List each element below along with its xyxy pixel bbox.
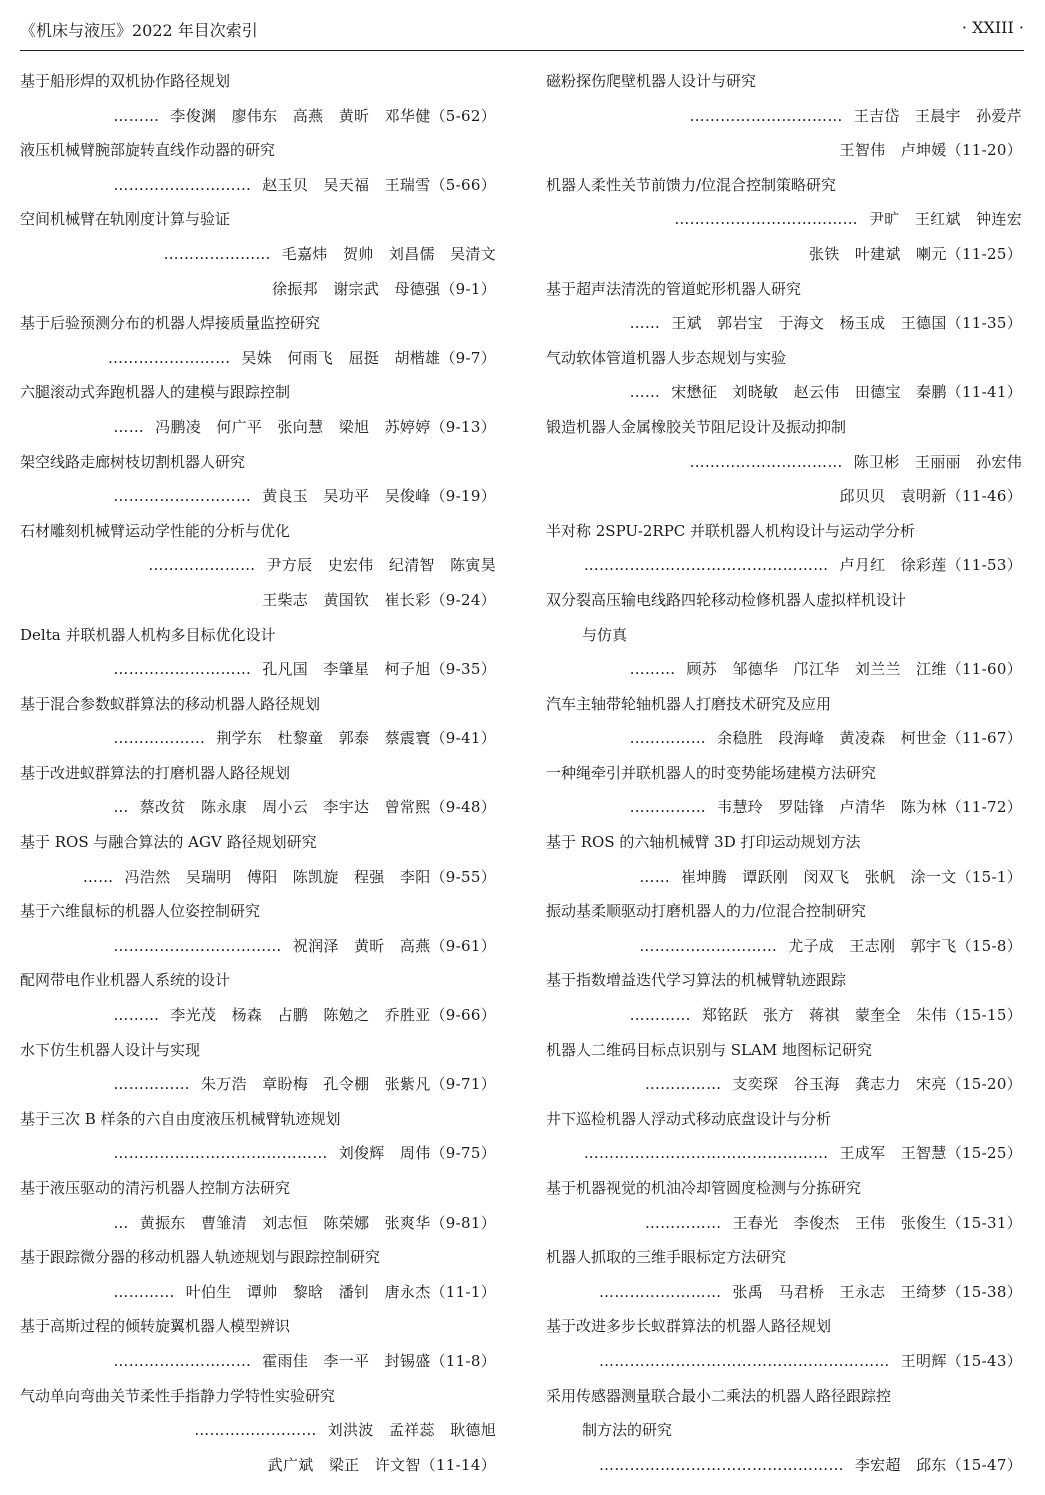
article-title: 基于改进多步长蚁群算法的机器人路径规划	[546, 1317, 832, 1336]
article-title: 基于混合参数蚁群算法的移动机器人路径规划	[20, 694, 321, 713]
article-authors-pages: 王智伟 卢坤媛（11-20）	[839, 141, 1022, 160]
article-title: 机器人抓取的三维手眼标定方法研究	[546, 1248, 787, 1267]
article-authors-pages: 张铁 叶建斌 喇元（11-25）	[808, 244, 1022, 263]
article-authors-pages: …… 冯鹏凌 何广平 张向慧 梁旭 苏婷婷（9-13）	[113, 417, 496, 436]
journal-index-title: 《机床与液压》2022 年目次索引	[20, 21, 258, 40]
article-title: 空间机械臂在轨刚度计算与验证	[20, 210, 231, 229]
article-title: 基于船形焊的双机协作路径规划	[20, 72, 231, 90]
article-authors-pages: …………… 朱万浩 章盼梅 孔令棚 张紫凡（9-71）	[113, 1075, 496, 1094]
article-authors-pages: ……………………… 霍雨佳 李一平 封锡盛（11-8）	[113, 1351, 496, 1370]
article-title: 配网带电作业机器人系统的设计	[20, 971, 231, 990]
article-title: 基于后验预测分布的机器人焊接质量监控研究	[20, 314, 321, 333]
article-title: 石材雕刻机械臂运动学性能的分析与优化	[20, 521, 291, 540]
article-title: 基于六维鼠标的机器人位姿控制研究	[20, 902, 261, 921]
article-title: 基于液压驱动的清污机器人控制方法研究	[20, 1179, 291, 1197]
article-title: 基于指数增益迭代学习算法的机械臂轨迹跟踪	[546, 971, 847, 990]
article-authors-pages: …… 冯浩然 吴瑞明 傅阳 陈凯旋 程强 李阳（9-55）	[82, 867, 496, 886]
article-authors-pages: ………………… 尹方辰 史宏伟 纪清智 陈寅昊	[148, 556, 496, 575]
article-title: 液压机械臂腕部旋转直线作动器的研究	[20, 141, 276, 160]
article-title: 机器人二维码目标点识别与 SLAM 地图标记研究	[546, 1040, 872, 1059]
article-authors-pages: ……………………… 黄良玉 吴功平 吴俊峰（9-19）	[113, 487, 496, 506]
right-column	[546, 64, 1022, 1482]
article-authors-pages: ……………………… 尤子成 王志刚 郭宇飞（15-8）	[639, 936, 1022, 955]
left-column	[20, 64, 496, 1482]
article-authors-pages: ………………………………………… 王成军 王智慧（15-25）	[583, 1144, 1022, 1163]
article-authors-pages: ………… 郑铭跃 张方 蒋祺 蒙奎全 朱伟（15-15）	[629, 1006, 1022, 1025]
article-title: 气动软体管道机器人步态规划与实验	[546, 348, 787, 367]
article-authors-pages: …… 崔坤腾 谭跃刚 闵双飞 张帆 涂一文（15-1）	[639, 867, 1022, 886]
article-title: 气动单向弯曲关节柔性手指静力学特性实验研究	[20, 1386, 336, 1405]
article-authors-pages: ……………………… 赵玉贝 吴天福 王瑞雪（5-66）	[113, 175, 496, 194]
article-authors-pages: ………… 叶伯生 谭帅 黎晗 潘钊 唐永杰（11-1）	[113, 1282, 496, 1301]
article-title: 基于超声法清洗的管道蛇形机器人研究	[546, 279, 802, 298]
article-authors-pages: ……………… 荆学东 杜黎童 郭泰 蔡震寰（9-41）	[113, 729, 496, 748]
article-authors-pages: ………………………………………… 卢月红 徐彩莲（11-53）	[583, 556, 1022, 575]
article-title-continued: 制方法的研究	[582, 1421, 673, 1440]
article-authors-pages: ………………………… 王吉岱 王晨宇 孙爱芹	[689, 106, 1022, 125]
article-authors-pages: ………………………………………… 李宏超 邱东（15-47）	[598, 1455, 1022, 1474]
page-number: · XXIII ·	[961, 18, 1024, 37]
article-authors-pages: …… 王斌 郭岩宝 于海文 杨玉成 王德国（11-35）	[629, 314, 1022, 333]
article-title: 水下仿生机器人设计与实现	[20, 1040, 201, 1059]
article-authors-pages: ………………………… 陈卫彬 王丽丽 孙宏伟	[689, 452, 1022, 471]
article-authors-pages: ……………………………… 尹旷 王红斌 钟连宏	[674, 210, 1022, 229]
article-authors-pages: …………… 余稳胜 段海峰 黄凌森 柯世金（11-67）	[629, 729, 1022, 748]
article-authors-pages: …………… 韦慧玲 罗陆锋 卢清华 陈为林（11-72）	[629, 798, 1022, 817]
article-title: 锻造机器人金属橡胶关节阻尼设计及振动抑制	[546, 417, 847, 436]
article-title: 机器人柔性关节前馈力/位混合控制策略研究	[546, 175, 837, 194]
article-title-continued: 与仿真	[582, 625, 628, 644]
article-authors-pages: ………………………………………………… 王明辉（15-43）	[598, 1351, 1022, 1370]
page-header	[20, 16, 1024, 51]
article-authors-pages: ………………… 毛嘉炜 贺帅 刘昌儒 吴清文	[163, 244, 496, 263]
article-title: 六腿滚动式奔跑机器人的建模与跟踪控制	[20, 383, 291, 402]
article-title: 基于高斯过程的倾转旋翼机器人模型辨识	[20, 1317, 291, 1336]
article-authors-pages: … 蔡改贫 陈永康 周小云 李宇达 曾常熙（9-48）	[113, 798, 496, 817]
article-authors-pages: …………………… 张禹 马君桥 王永志 王绮梦（15-38）	[598, 1282, 1022, 1301]
article-authors-pages: 王柴志 黄国钦 崔长彩（9-24）	[262, 590, 496, 609]
article-title: 一种绳牵引并联机器人的时变势能场建模方法研究	[546, 763, 877, 782]
article-authors-pages: 武广斌 梁正 许文智（11-14）	[267, 1455, 496, 1474]
article-authors-pages: ……… 李光茂 杨森 占鹏 陈勉之 乔胜亚（9-66）	[113, 1006, 496, 1025]
article-authors-pages: 徐振邦 谢宗武 母德强（9-1）	[272, 279, 496, 298]
article-title: 基于 ROS 的六轴机械臂 3D 打印运动规划方法	[546, 833, 861, 852]
article-authors-pages: …… 宋懋征 刘晓敏 赵云伟 田德宝 秦鹏（11-41）	[629, 383, 1022, 402]
article-title: 基于跟踪微分器的移动机器人轨迹规划与跟踪控制研究	[20, 1248, 381, 1267]
article-title: 振动基柔顺驱动打磨机器人的力/位混合控制研究	[546, 902, 867, 921]
article-title: 基于 ROS 与融合算法的 AGV 路径规划研究	[20, 833, 317, 852]
article-authors-pages: ……… 李俊渊 廖伟东 高燕 黄昕 邓华健（5-62）	[113, 106, 496, 125]
article-authors-pages: ……… 顾苏 邹德华 邝江华 刘兰兰 江维（11-60）	[629, 660, 1022, 679]
article-authors-pages: …………………………………… 刘俊辉 周伟（9-75）	[113, 1144, 496, 1163]
article-title: 半对称 2SPU-2RPC 并联机器人机构设计与运动学分析	[546, 521, 916, 540]
article-title: 磁粉探伤爬壁机器人设计与研究	[546, 72, 757, 90]
article-title: 基于三次 B 样条的六自由度液压机械臂轨迹规划	[20, 1109, 341, 1128]
article-authors-pages: … 黄振东 曹雏清 刘志恒 陈荣娜 张爽华（9-81）	[113, 1213, 496, 1232]
article-authors-pages: …………… 支奕琛 谷玉海 龚志力 宋亮（15-20）	[644, 1075, 1022, 1094]
article-authors-pages: …………………………… 祝润泽 黄昕 高燕（9-61）	[113, 936, 496, 955]
article-authors-pages: ……………………… 孔凡国 李肇星 柯子旭（9-35）	[113, 660, 496, 679]
article-authors-pages: …………… 王春光 李俊杰 王伟 张俊生（15-31）	[644, 1213, 1022, 1232]
article-authors-pages: …………………… 吴姝 何雨飞 屈挺 胡楷雄（9-7）	[107, 348, 496, 367]
article-title: 基于机器视觉的机油冷却管圆度检测与分拣研究	[546, 1179, 862, 1197]
article-title: 双分裂高压输电线路四轮移动检修机器人虚拟样机设计	[546, 590, 907, 609]
article-authors-pages: 邱贝贝 袁明新（11-46）	[839, 487, 1022, 506]
article-title: 井下巡检机器人浮动式移动底盘设计与分析	[546, 1109, 832, 1128]
article-title: Delta 并联机器人机构多目标优化设计	[20, 625, 276, 644]
article-title: 采用传感器测量联合最小二乘法的机器人路径跟踪控	[546, 1386, 892, 1405]
article-title: 架空线路走廊树枝切割机器人研究	[20, 452, 246, 471]
article-authors-pages: …………………… 刘洪波 孟祥蕊 耿德旭	[194, 1421, 496, 1440]
article-title: 基于改进蚁群算法的打磨机器人路径规划	[20, 763, 291, 782]
article-title: 汽车主轴带轮轴机器人打磨技术研究及应用	[546, 694, 832, 713]
